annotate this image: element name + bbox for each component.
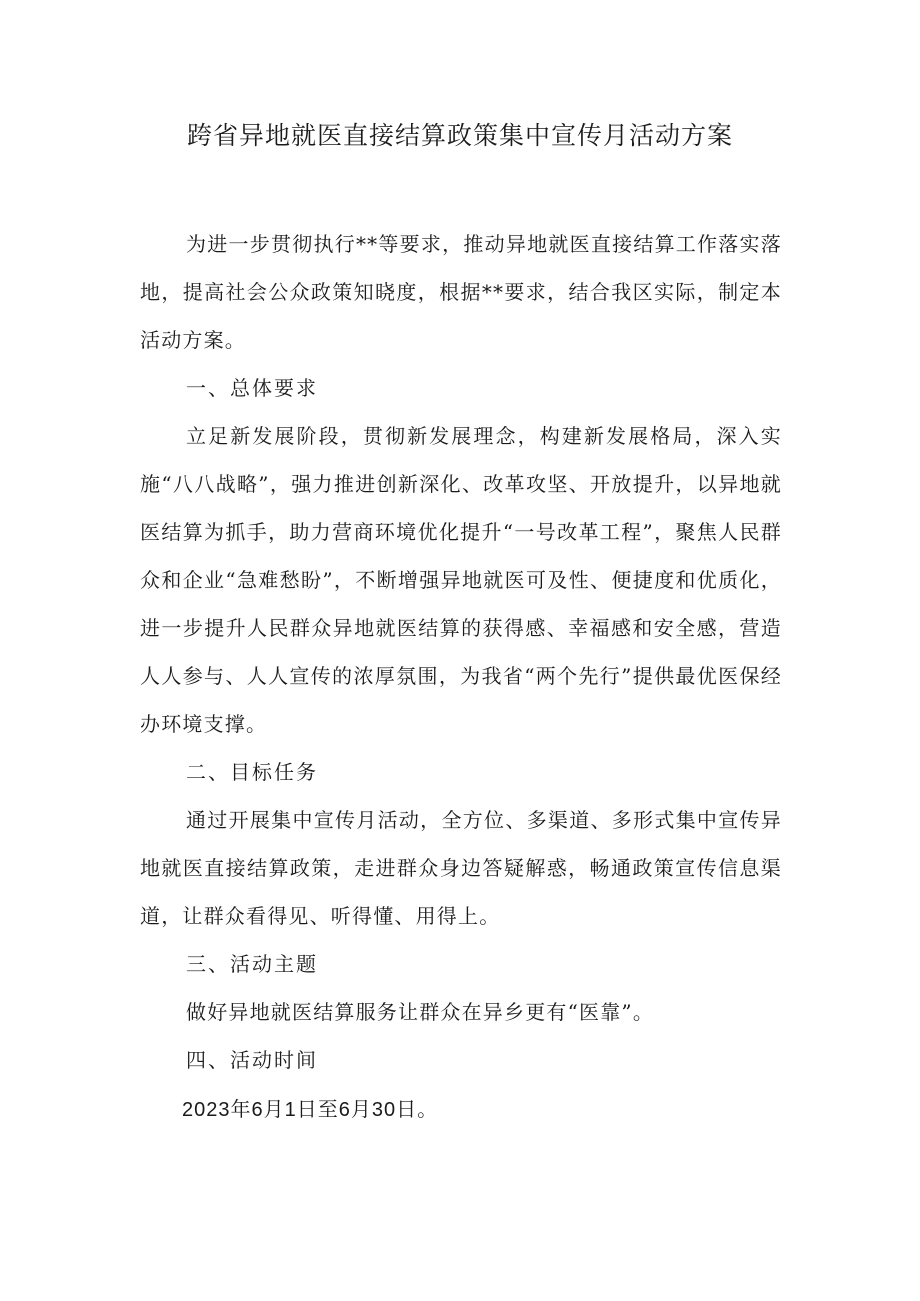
section-heading-general-requirements: 一、总体要求 bbox=[186, 376, 318, 400]
section-heading-activity-theme: 三、活动主题 bbox=[186, 952, 318, 976]
document-body bbox=[140, 220, 782, 1134]
intro-paragraph: 为进一步贯彻执行**等要求，推动异地就医直接结算工作落实落地，提高社会公众政策知晓度，根据**要求，结合我区实际，制定本活动方案。 bbox=[140, 232, 782, 352]
section-body-goals-tasks: 通过开展集中宣传月活动，全方位、多渠道、多形式集中宣传异地就医直接结算政策，走进群众身边答疑解惑，畅通政策宣传信息渠道，让群众看得见、听得懂、用得上。 bbox=[140, 808, 782, 928]
section-heading-goals-tasks: 二、目标任务 bbox=[186, 760, 318, 784]
section-heading-activity-time: 四、活动时间 bbox=[186, 1048, 318, 1072]
section-body-general-requirements: 立足新发展阶段，贯彻新发展理念，构建新发展格局，深入实施“八八战略”，强力推进创新深化、改革攻坚、开放提升，以异地就医结算为抓手，助力营商环境优化提升“一号改革工程”，聚焦人民群众和企业“急难愁盼”，不断增强异地就医可及性、便捷度和优质化，进一步提升人民群众异地就医结算的获得感、幸福感和安全感，营造人人参与、人人宣传的浓厚氛围，为我省“两个先行”提供最优医保经办环境支撑。 bbox=[140, 424, 782, 736]
section-body-activity-time: 2023年6月1日至6月30日。 bbox=[182, 1099, 439, 1121]
document-title: 跨省异地就医直接结算政策集中宣传月活动方案 bbox=[186, 121, 733, 150]
section-body-activity-theme: 做好异地就医结算服务让群众在异乡更有“医靠”。 bbox=[186, 1000, 655, 1024]
